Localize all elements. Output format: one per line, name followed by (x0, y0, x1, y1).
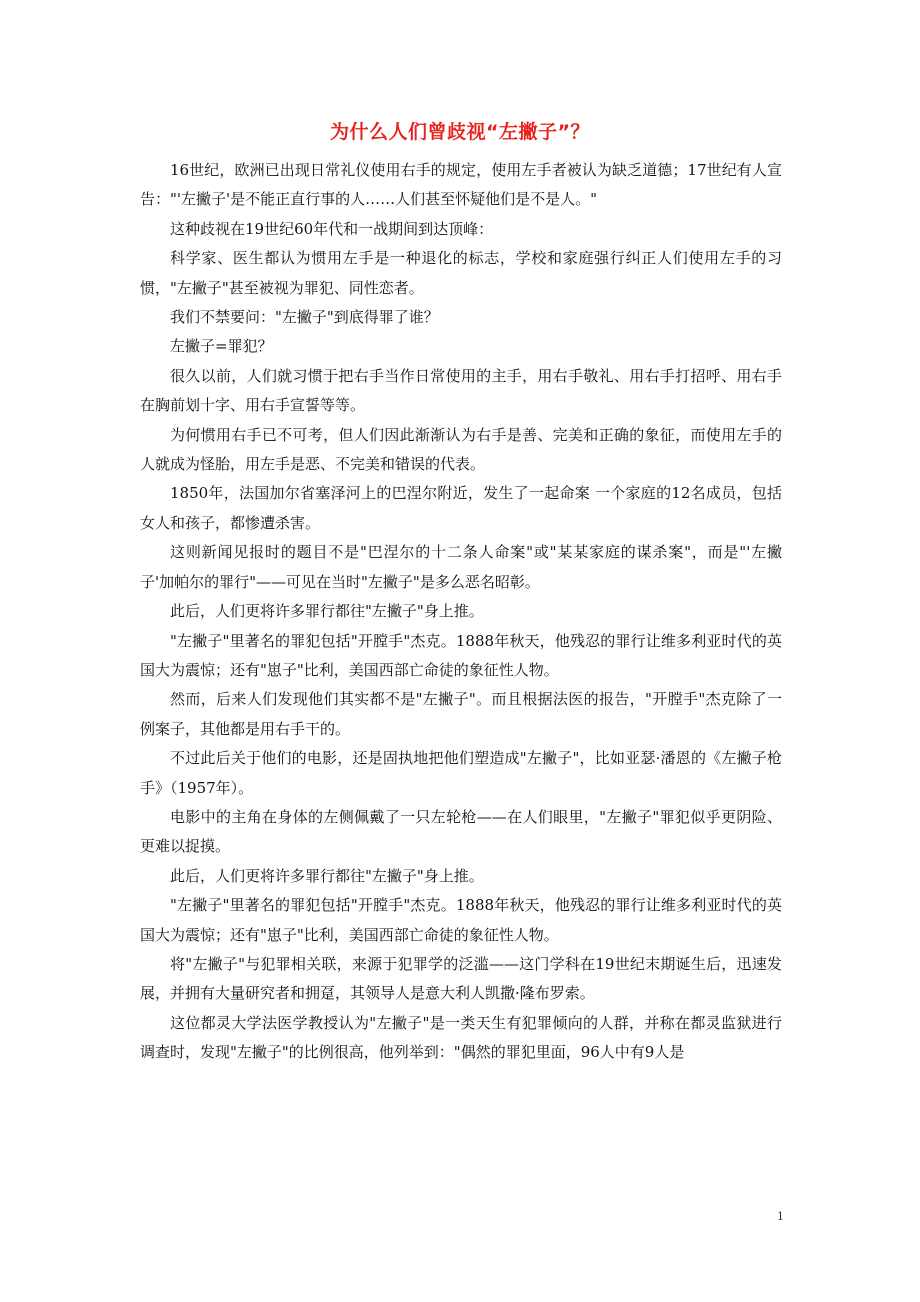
paragraph: 不过此后关于他们的电影，还是固执地把他们塑造成"左撇子"，比如亚瑟·潘恩的《左撇子枪手》（1957年）。 (140, 749, 782, 797)
paragraph: 这则新闻见报时的题目不是"巴涅尔的十二条人命案"或"某某家庭的谋杀案"，而是"'左撇子'加帕尔的罪行"——可见在当时"左撇子"是多么恶名昭彰。 (140, 543, 782, 591)
paragraph: 我们不禁要问："左撇子"到底得罪了谁？ (170, 308, 439, 327)
document-body (140, 156, 782, 1068)
paragraph: 这种歧视在19世纪60年代和一战期间到达顶峰： (170, 219, 494, 238)
paragraph: 电影中的主角在身体的左侧佩戴了一只左轮枪——在人们眼里，"左撇子"罪犯似乎更阴险、更难以捉摸。 (140, 807, 782, 856)
paragraph: 此后，人们更将许多罪行都往"左撇子"身上推。 (170, 866, 484, 885)
document-title: 为什么人们曾歧视“左撇子”？ (330, 121, 590, 143)
paragraph: 然而，后来人们发现他们其实都不是"左撇子"。而且根据法医的报告，"开膛手"杰克除了一例案子，其他都是用右手干的。 (140, 690, 782, 738)
paragraph: 1850年，法国加尔省塞泽河上的巴涅尔附近，发生了一起命案 一个家庭的12名成员，包括女人和孩子，都惨遭杀害。 (140, 484, 782, 532)
paragraph: 这位都灵大学法医学教授认为"左撇子"是一类天生有犯罪倾向的人群，并称在都灵监狱进行调查时，发现"左撇子"的比例很高，他列举到："偶然的罪犯里面，96人中有9人是 (140, 1013, 782, 1062)
page-number: 1 (777, 1210, 784, 1223)
section-heading: 左撇子=罪犯？ (170, 337, 273, 356)
paragraph: "左撇子"里著名的罪犯包括"开膛手"杰克。1888年秋天，他残忍的罪行让维多利亚时代的英国大为震惊；还有"崽子"比利，美国西部亡命徒的象征性人物。 (140, 896, 782, 944)
paragraph: 16世纪，欧洲已出现日常礼仪使用右手的规定，使用左手者被认为缺乏道德；17世纪有人宣告："'左撇子'是不能正直行事的人……人们甚至怀疑他们是不是人。" (140, 161, 782, 209)
paragraph: "左撇子"里著名的罪犯包括"开膛手"杰克。1888年秋天，他残忍的罪行让维多利亚时代的英国大为震惊；还有"崽子"比利，美国西部亡命徒的象征性人物。 (140, 631, 782, 679)
paragraph: 将"左撇子"与犯罪相关联，来源于犯罪学的泛滥——这门学科在19世纪末期诞生后，迅速发展，并拥有大量研究者和拥趸，其领导人是意大利人凯撒·隆布罗索。 (140, 954, 782, 1003)
paragraph: 为何惯用右手已不可考，但人们因此渐渐认为右手是善、完美和正确的象征，而使用左手的人就成为怪胎，用左手是恶、不完美和错误的代表。 (140, 425, 782, 474)
paragraph: 很久以前，人们就习惯于把右手当作日常使用的主手，用右手敬礼、用右手打招呼、用右手在胸前划十字、用右手宣誓等等。 (140, 366, 782, 415)
paragraph: 此后，人们更将许多罪行都往"左撇子"身上推。 (170, 602, 484, 621)
paragraph: 科学家、医生都认为惯用左手是一种退化的标志，学校和家庭强行纠正人们使用左手的习惯，"左撇子"甚至被视为罪犯、同性恋者。 (140, 249, 782, 297)
